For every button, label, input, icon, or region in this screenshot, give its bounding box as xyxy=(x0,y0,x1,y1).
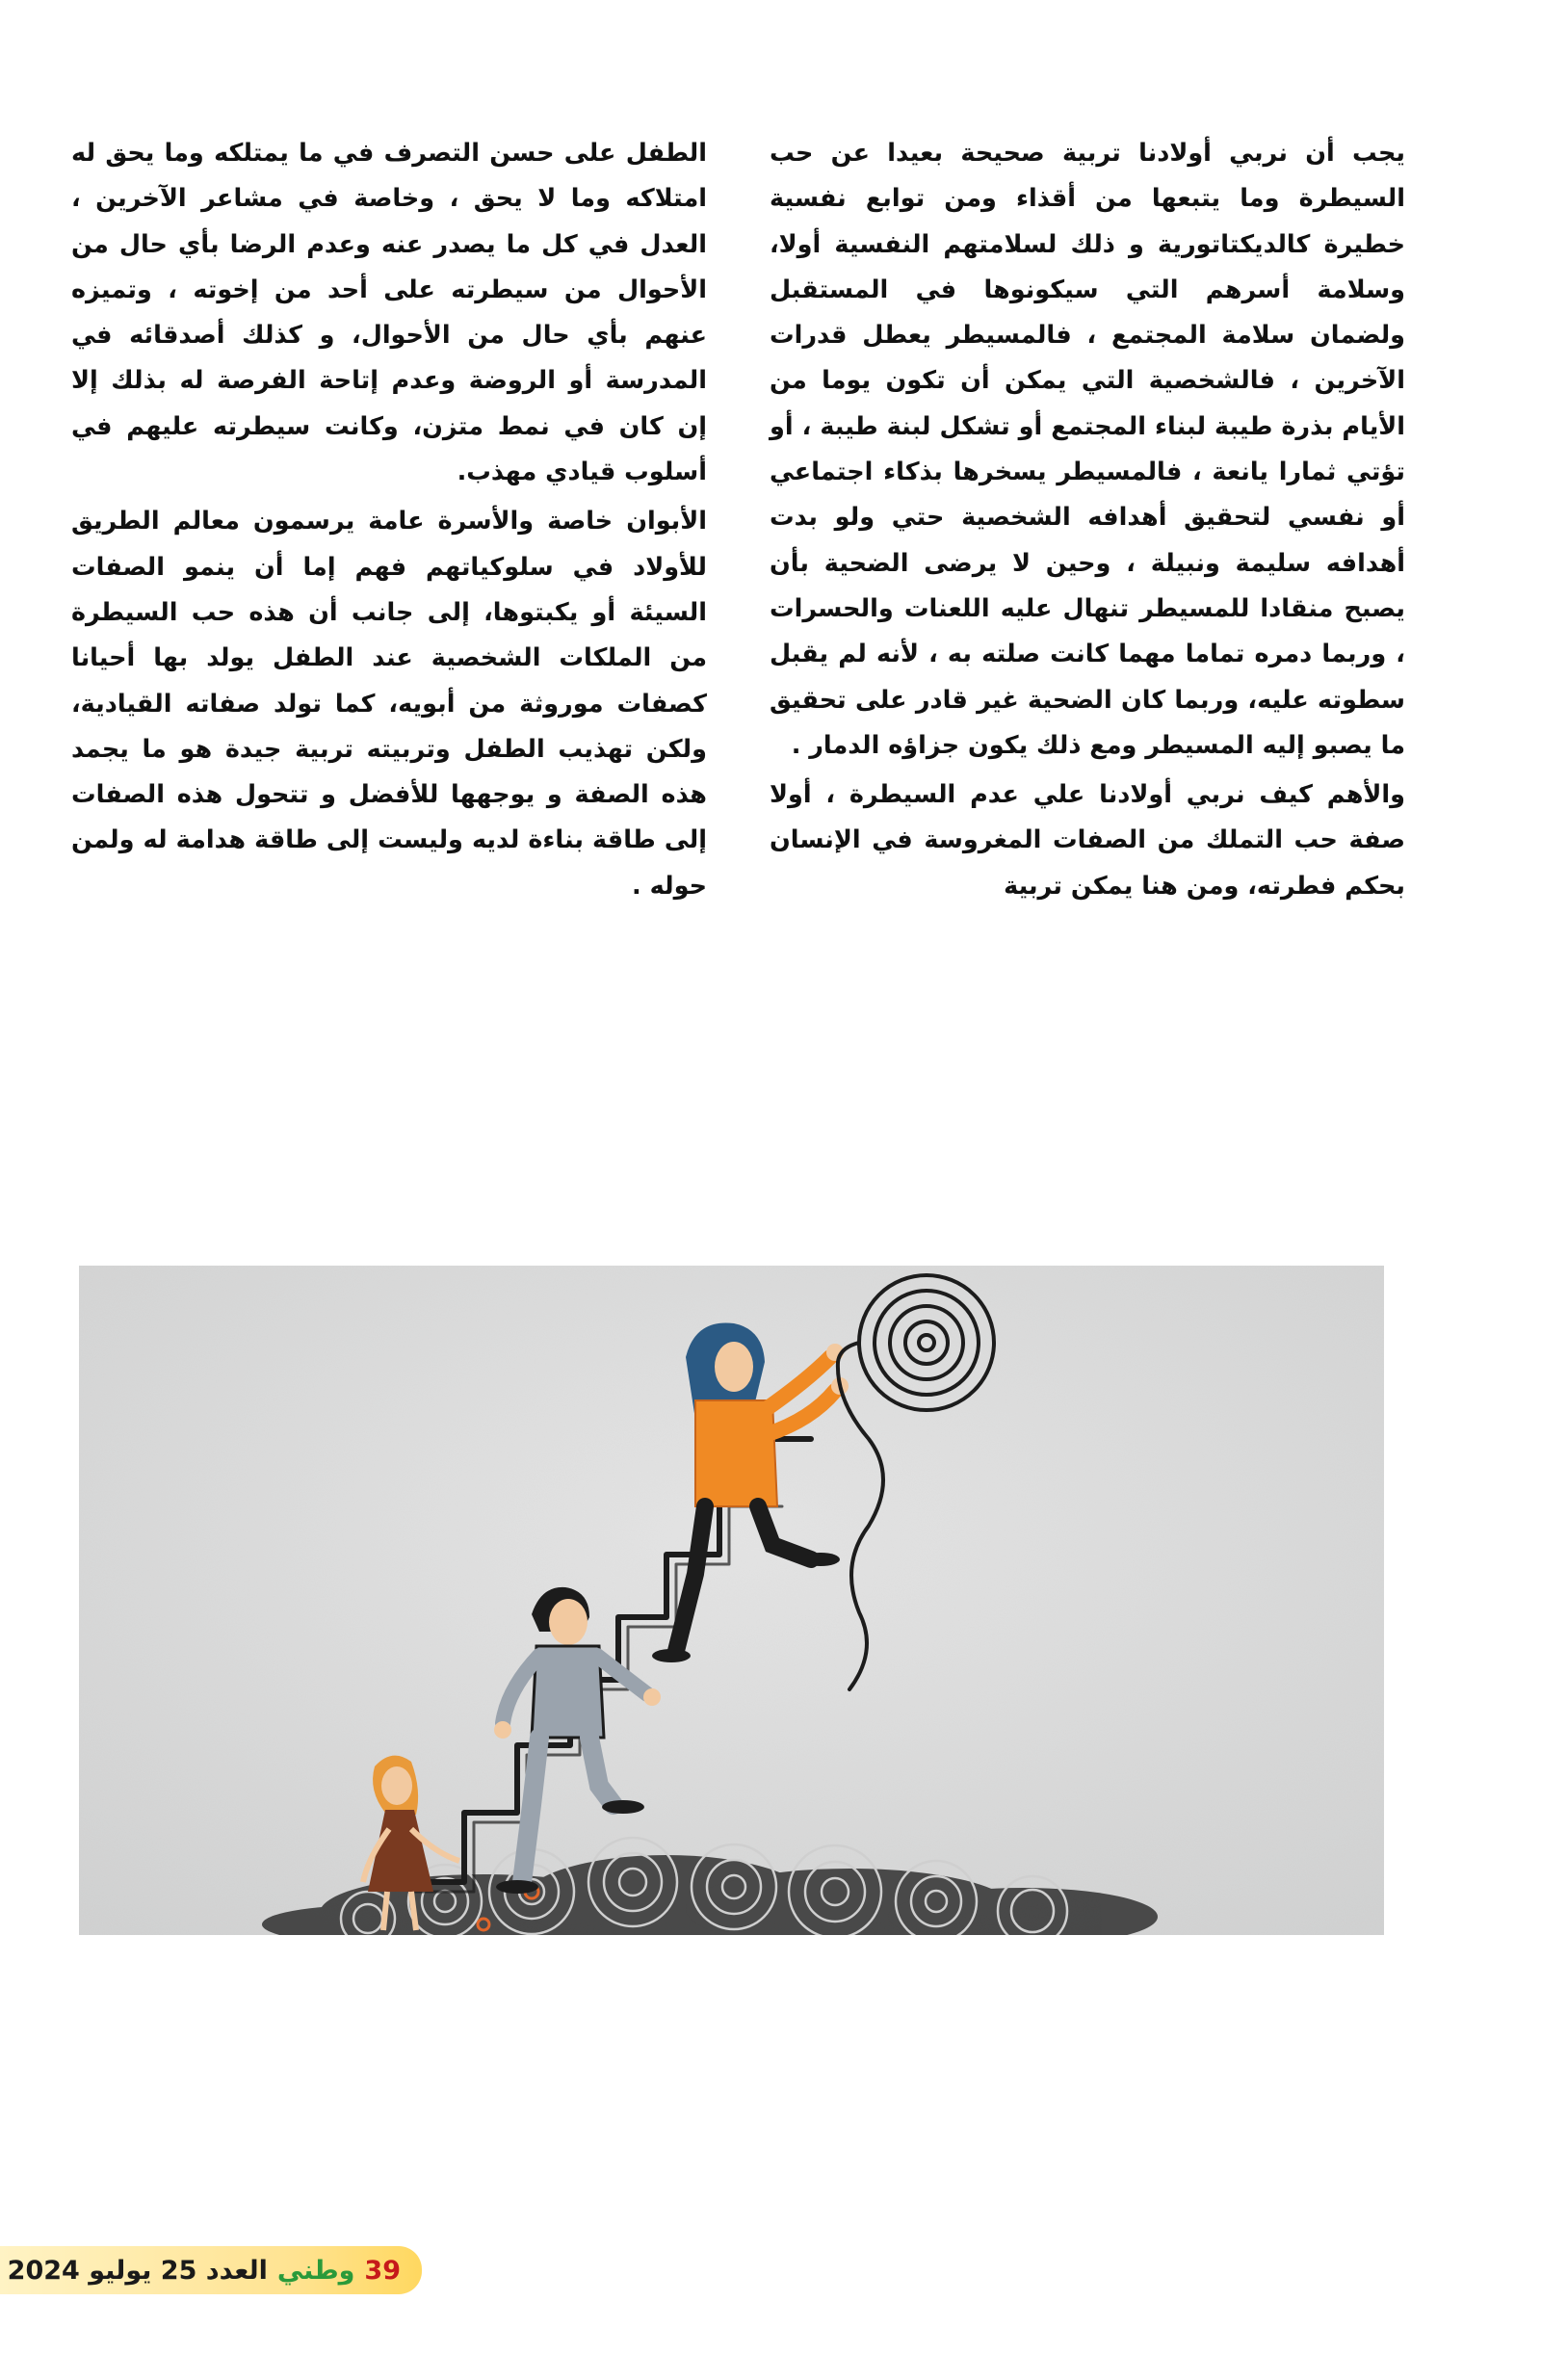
article-paragraph: الطفل على حسن التصرف في ما يمتلكه وما يحق له امتلاكه وما لا يحق ، وخاصة في مشاعر الآخرين ، العدل في كل ما يصدر عنه وعدم الرضا بأي حال من الأحوال من سيطرته على أحد من إخوته ، وتميزه عنهم بأي حال من الأحوال، و كذلك أصدقائه في المدرسة أو الروضة وعدم إتاحة الفرصة له بذلك إلا إن كان في نمط متزن، وكانت سيطرته عليهم في أسلوب قيادي مهذب. xyxy=(71,139,707,487)
page-footer xyxy=(0,2246,422,2294)
article-paragraph: يجب أن نربي أولادنا تربية صحيحة بعيدا عن حب السيطرة وما يتبعها من أقذاء ومن توابع نفسية خطيرة كالديكتاتورية و ذلك لسلامتهم النفسية أولا، وسلامة أسرهم التي سيكونوها في المستقبل ولضمان سلامة المجتمع ، فالمسيطر يعطل قدرات الآخرين ، فالشخصية التي يمكن أن تكون يوما من الأيام بذرة طيبة لبناء المجتمع أو تشكل لبنة طيبة ، أو تؤتي ثمارا يانعة ، فالمسيطر يسخرها بذكاء اجتماعي أو نفسي لتحقيق أهدافه الشخصية حتي ولو بدت أهدافه سليمة ونبيلة ، وحين لا يرضى الضحية بأن يصبح منقادا للمسيطر تنهال عليه اللعنات والحسرات ، وربما دمره تماما مهما كانت صلته به ، لأنه لم يقبل سطوته عليه، وربما كان الضحية غير قادر على تحقيق ما يصبو إليه المسيطر ومع ذلك يكون جزاؤه الدمار . xyxy=(770,139,1405,760)
article-column-left xyxy=(71,131,707,1094)
issue-info: العدد 25 يوليو 2024 xyxy=(7,2255,268,2286)
article-paragraph: الأبوان خاصة والأسرة عامة يرسمون معالم الطريق للأولاد في سلوكياتهم فهم إما أن ينمو الصفات السيئة أو يكبتوها، إلى جانب أن هذه حب السيطرة من الملكات الشخصية عند الطفل يولد بها أحيانا كصفات موروثة من أبويه، كما تولد صفاته القيادية، ولكن تهذيب الطفل وتربيته تربية جيدة هو ما يجمد هذه الصفة و يوجهها للأفضل و تتحول هذه الصفات إلى طاقة بناءة لديه وليست إلى طاقة هدامة له ولمن حوله . xyxy=(71,507,707,901)
family-stairs-illustration xyxy=(79,1266,1384,1935)
article-columns xyxy=(71,131,1405,1094)
page-number: 39 xyxy=(364,2255,401,2286)
article-paragraph: والأهم كيف نربي أولادنا علي عدم السيطرة ، أولا صفة حب التملك من الصفات المغروسة في الإنسان بحكم فطرته، ومن هنا يمكن تربية xyxy=(770,780,1405,901)
magazine-name: وطني xyxy=(276,2255,355,2286)
article-illustration xyxy=(79,1266,1384,1935)
article-column-right xyxy=(770,131,1405,1094)
